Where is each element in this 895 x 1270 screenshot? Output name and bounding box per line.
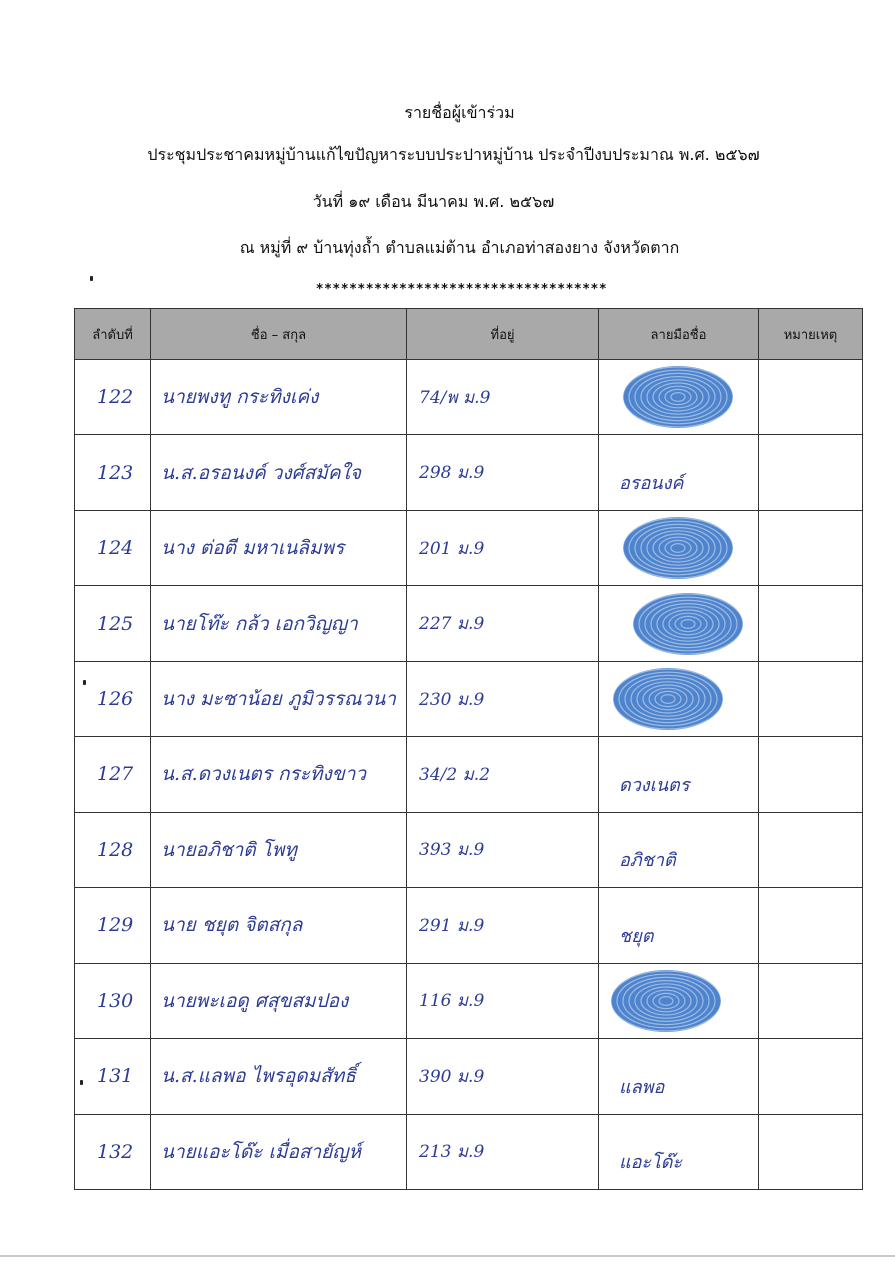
attendee-address: 298 ม.9 (407, 435, 599, 510)
row-number: 131 (75, 1039, 151, 1114)
note-cell (759, 963, 863, 1038)
separator-line: *********************************** (315, 282, 608, 297)
signature-cell (599, 963, 759, 1038)
table-header-row (75, 309, 863, 360)
attendee-name: นายพะเอดู ศสุขสมปอง (151, 963, 407, 1038)
attendee-address: 34/2 ม.2 (407, 737, 599, 812)
attendee-name: นายแอะโด๊ะ เมื่อสายัญห์ (151, 1114, 407, 1189)
page-edge (0, 1255, 895, 1257)
row-number: 125 (75, 586, 151, 661)
note-cell (759, 661, 863, 736)
row-number: 124 (75, 510, 151, 585)
handwritten-signature: ดวงเนตร (599, 737, 759, 812)
fingerprint-mark (623, 517, 733, 579)
attendee-name: น.ส.แลพอ ไพรอุดมสัทธิ์ (151, 1039, 407, 1114)
attendee-name: นายพงทู กระทิงเค่ง (151, 360, 407, 435)
handwritten-signature: อรอนงค์ (599, 435, 759, 510)
handwritten-signature: อภิชาติ (599, 812, 759, 887)
note-cell (759, 1039, 863, 1114)
table-row (75, 1114, 863, 1189)
column-header-number: ลำดับที่ (75, 309, 151, 360)
attendee-address: 390 ม.9 (407, 1039, 599, 1114)
document-title: รายชื่อผู้เข้าร่วม (404, 103, 515, 122)
table-row (75, 360, 863, 435)
row-number: 127 (75, 737, 151, 812)
location-line: ณ หมู่ที่ ๙ บ้านทุ่งถ้ำ ตำบลแม่ต้าน อำเภอท่าสองยาง จังหวัดตาก (239, 238, 680, 257)
signature-cell (599, 586, 759, 661)
attendee-name: นาง มะซาน้อย ภูมิวรรณวนา (151, 661, 407, 736)
handwritten-signature: แลพอ (599, 1039, 759, 1114)
fingerprint-mark (633, 593, 743, 655)
attendee-address: 227 ม.9 (407, 586, 599, 661)
attendee-address: 230 ม.9 (407, 661, 599, 736)
attendee-address: 291 ม.9 (407, 888, 599, 963)
table-row (75, 737, 863, 812)
note-cell (759, 510, 863, 585)
note-cell (759, 812, 863, 887)
ink-dot (90, 276, 93, 281)
column-header-address: ที่อยู่ (407, 309, 599, 360)
column-header-signature: ลายมือชื่อ (599, 309, 759, 360)
attendee-name: นาย ชยุต จิตสกุล (151, 888, 407, 963)
attendee-table (74, 308, 863, 1190)
column-header-note: หมายเหตุ (759, 309, 863, 360)
signature-cell (599, 360, 759, 435)
attendee-name: น.ส.ดวงเนตร กระทิงขาว (151, 737, 407, 812)
document-subtitle: ประชุมประชาคมหมู่บ้านแก้ไขปัญหาระบบประปาหมู่บ้าน ประจำปีงบประมาณ พ.ศ. ๒๕๖๗ (147, 145, 760, 164)
row-number: 128 (75, 812, 151, 887)
note-cell (759, 1114, 863, 1189)
attendee-name: นายอภิชาติ โพทู (151, 812, 407, 887)
row-number: 129 (75, 888, 151, 963)
row-number: 123 (75, 435, 151, 510)
note-cell (759, 586, 863, 661)
signature-cell (599, 661, 759, 736)
note-cell (759, 360, 863, 435)
table-row (75, 661, 863, 736)
attendee-address: 393 ม.9 (407, 812, 599, 887)
table-row (75, 510, 863, 585)
attendee-name: น.ส.อรอนงค์ วงศ์สมัคใจ (151, 435, 407, 510)
fingerprint-mark (611, 970, 721, 1032)
row-number: 132 (75, 1114, 151, 1189)
attendee-name: นายโท๊ะ กล้ว เอกวิญญา (151, 586, 407, 661)
note-cell (759, 435, 863, 510)
row-number: 126 (75, 661, 151, 736)
table-row (75, 812, 863, 887)
table-row (75, 888, 863, 963)
attendee-name: นาง ต่อตี มหาเนลิมพร (151, 510, 407, 585)
table-row (75, 963, 863, 1038)
table-row (75, 1039, 863, 1114)
table-row (75, 435, 863, 510)
note-cell (759, 888, 863, 963)
table-row (75, 586, 863, 661)
note-cell (759, 737, 863, 812)
attendee-address: 201 ม.9 (407, 510, 599, 585)
signature-cell (599, 510, 759, 585)
attendee-address: 74/พ ม.9 (407, 360, 599, 435)
column-header-name: ชื่อ – สกุล (151, 309, 407, 360)
fingerprint-mark (623, 366, 733, 428)
date-line: วันที่ ๑๙ เดือน มีนาคม พ.ศ. ๒๕๖๗ (312, 192, 555, 211)
attendee-address: 116 ม.9 (407, 963, 599, 1038)
row-number: 122 (75, 360, 151, 435)
row-number: 130 (75, 963, 151, 1038)
fingerprint-mark (613, 668, 723, 730)
attendee-address: 213 ม.9 (407, 1114, 599, 1189)
handwritten-signature: ชยุต (599, 888, 759, 963)
handwritten-signature: แอะโด๊ะ (599, 1114, 759, 1189)
